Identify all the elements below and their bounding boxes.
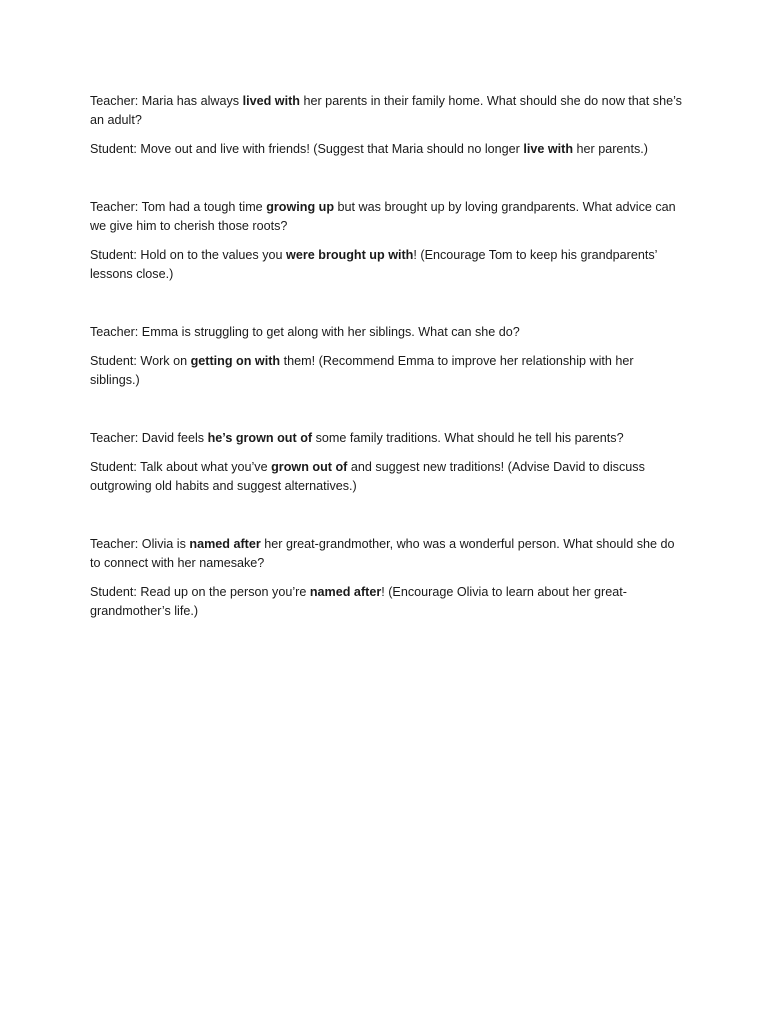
teacher-line (90, 92, 686, 130)
dialogue-block (90, 198, 686, 284)
text-run: and suggest new traditions! (Advise David to discuss outgrowing old habits and suggest alternatives.) (90, 460, 645, 493)
student-line (90, 458, 686, 496)
dialogue-block (90, 535, 686, 621)
text-run: Student: Work on (90, 354, 191, 368)
text-run: some family traditions. What should he tell his parents? (312, 431, 624, 445)
phrasal-verb: he’s grown out of (207, 431, 313, 445)
student-line (90, 583, 686, 621)
text-run: Teacher: Emma is struggling to get along with her siblings. What can she do? (90, 325, 520, 339)
text-run: her great-grandmother, who was a wonderful person. What should she do to connect with her namesake? (90, 537, 675, 570)
dialogue-block (90, 92, 686, 159)
phrasal-verb: getting on with (190, 354, 281, 368)
text-run: Student: Move out and live with friends! (Suggest that Maria should no longer (90, 142, 524, 156)
text-run: Student: Read up on the person you’re (90, 585, 310, 599)
text-run: Teacher: Maria has always (90, 94, 243, 108)
teacher-line (90, 429, 686, 448)
text-run: ! (Encourage Tom to keep his grandparents’ lessons close.) (90, 248, 657, 281)
student-line (90, 352, 686, 390)
phrasal-verb: named after (189, 537, 261, 551)
document-page (90, 92, 686, 660)
phrasal-verb: grown out of (271, 460, 348, 474)
teacher-line (90, 535, 686, 573)
text-run: them! (Recommend Emma to improve her relationship with her siblings.) (90, 354, 634, 387)
phrasal-verb: lived with (242, 94, 300, 108)
text-run: Teacher: Olivia is (90, 537, 190, 551)
text-run: ! (Encourage Olivia to learn about her great-grandmother’s life.) (90, 585, 627, 618)
teacher-line (90, 323, 686, 342)
dialogue-block (90, 429, 686, 496)
text-run: but was brought up by loving grandparents. What advice can we give him to cherish those roots? (90, 200, 676, 233)
text-run: her parents.) (573, 142, 648, 156)
dialogue-block (90, 323, 686, 390)
phrasal-verb: live with (523, 142, 574, 156)
text-run: her parents in their family home. What should she do now that she’s an adult? (90, 94, 682, 127)
student-line (90, 140, 686, 159)
teacher-line (90, 198, 686, 236)
student-line (90, 246, 686, 284)
text-run: Teacher: David feels (90, 431, 208, 445)
text-run: Student: Talk about what you’ve (90, 460, 272, 474)
text-run: Teacher: Tom had a tough time (90, 200, 267, 214)
text-run: Student: Hold on to the values you (90, 248, 287, 262)
phrasal-verb: growing up (266, 200, 335, 214)
phrasal-verb: named after (309, 585, 382, 599)
phrasal-verb: were brought up with (286, 248, 414, 262)
